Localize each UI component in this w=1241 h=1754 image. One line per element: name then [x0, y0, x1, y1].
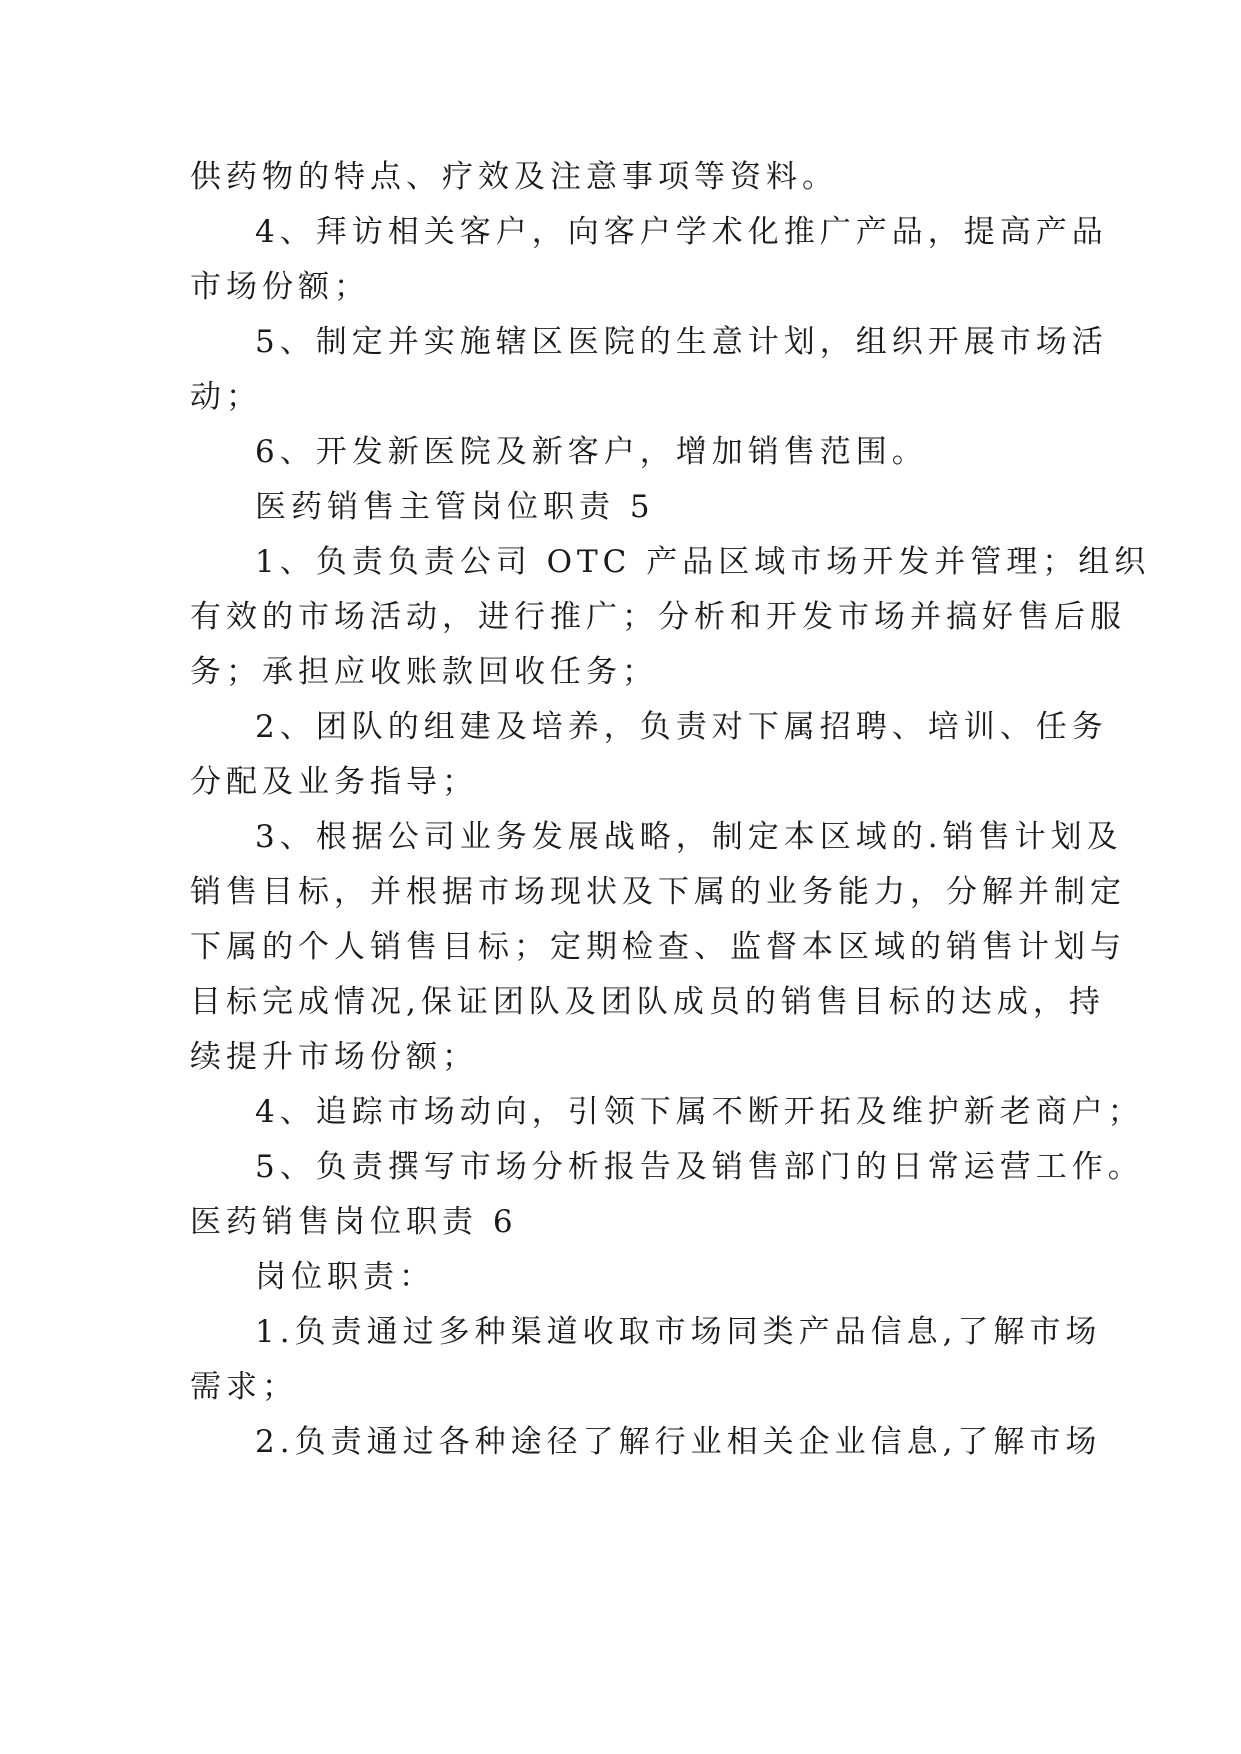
text-line: 岗位职责： [255, 1259, 435, 1295]
text-line: 有效的市场活动，进行推广；分析和开发市场并搞好售后服 [190, 599, 1126, 635]
section-heading: 医药销售主管岗位职责 5 [255, 489, 655, 525]
text-line: 市场份额； [190, 269, 370, 305]
text-line: 6、开发新医院及新客户，增加销售范围。 [255, 434, 928, 470]
text-line: 下属的个人销售目标；定期检查、监督本区域的销售计划与 [190, 929, 1126, 965]
text-line: 5、负责撰写市场分析报告及销售部门的日常运营工作。 [255, 1149, 1144, 1185]
text-line: 务；承担应收账款回收任务； [190, 654, 658, 690]
text-line: 2、团队的组建及培养，负责对下属招聘、培训、任务 [255, 709, 1108, 745]
text-line: 4、拜访相关客户，向客户学术化推广产品，提高产品 [255, 214, 1108, 250]
text-line: 目标完成情况,保证团队及团队成员的销售目标的达成，持 [190, 984, 1105, 1020]
text-line: 4、追踪市场动向，引领下属不断开拓及维护新老商户； [255, 1094, 1144, 1130]
text-line: 1、负责负责公司 OTC 产品区域市场开发并管理；组织 [255, 544, 1151, 580]
text-line: 销售目标，并根据市场现状及下属的业务能力，分解并制定 [190, 874, 1126, 910]
text-line: 供药物的特点、疗效及注意事项等资料。 [190, 159, 838, 195]
text-line: 分配及业务指导； [190, 764, 478, 800]
text-line: 需求； [190, 1369, 298, 1405]
text-line: 3、根据公司业务发展战略，制定本区域的.销售计划及 [255, 819, 1123, 855]
text-line: 5、制定并实施辖区医院的生意计划，组织开展市场活 [255, 324, 1108, 360]
section-heading: 医药销售岗位职责 6 [190, 1204, 518, 1240]
text-line: 动； [190, 379, 262, 415]
text-line: 1.负责通过多种渠道收取市场同类产品信息,了解市场 [255, 1314, 1102, 1350]
text-line: 续提升市场份额； [190, 1039, 478, 1075]
text-line: 2.负责通过各种途径了解行业相关企业信息,了解市场 [255, 1424, 1102, 1460]
